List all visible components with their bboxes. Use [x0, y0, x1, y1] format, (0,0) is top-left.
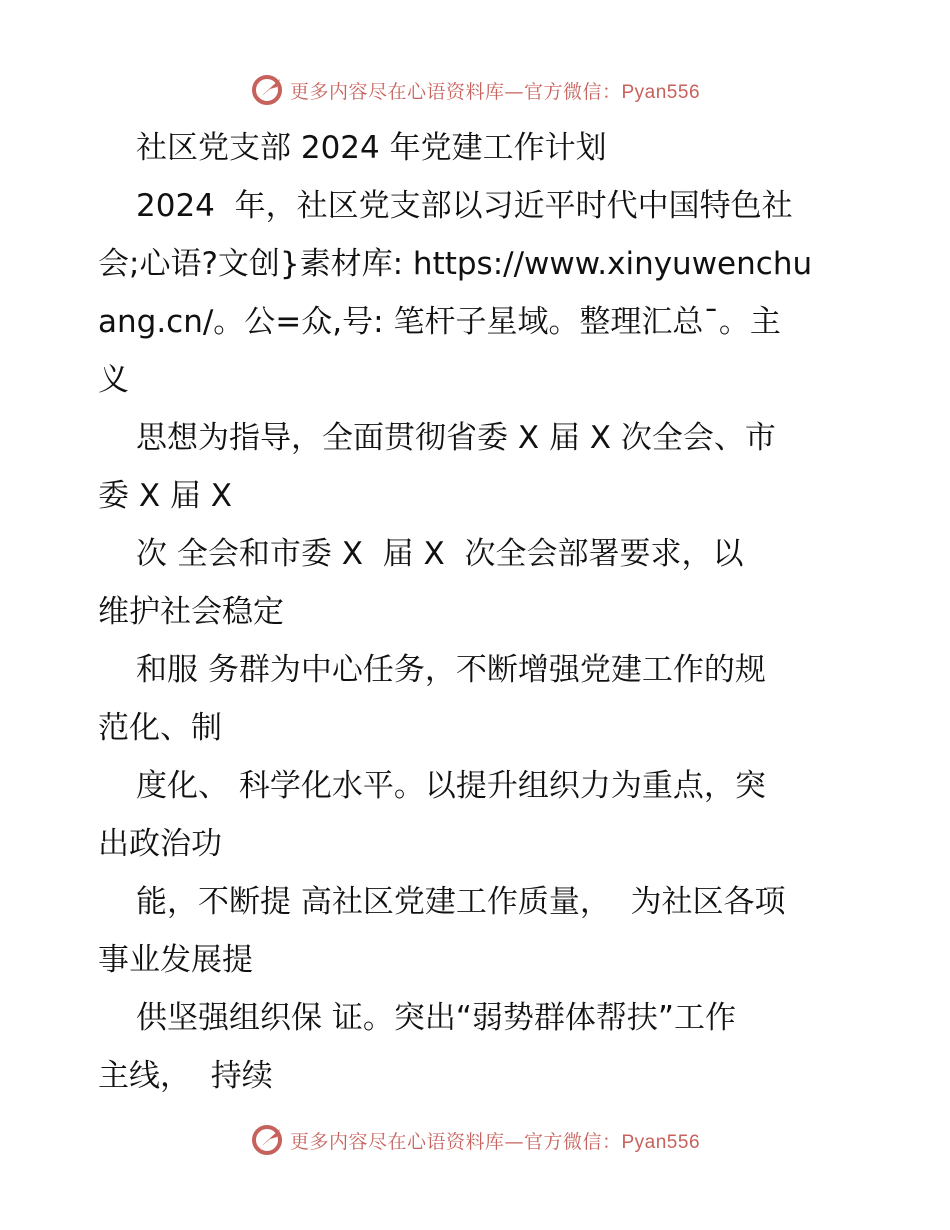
doc-line: 供坚强组织保 证。突出“弱势群体帮扶”工作 [136, 1000, 736, 1036]
doc-line: 主线， 持续 [98, 1058, 273, 1094]
doc-line: 2024 年，社区党支部以习近平时代中国特色社 [136, 188, 793, 224]
doc-line: ang.cn/。公=众,号: 笔杆子星域。整理汇总¯。主 [98, 304, 781, 340]
doc-title: 社区党支部 2024 年党建工作计划 [136, 130, 607, 166]
brand-logo-icon [250, 1123, 284, 1157]
banner-text [290, 1127, 700, 1154]
doc-line: 出政治功 [98, 826, 222, 862]
doc-line: 能，不断提 高社区党建工作质量， 为社区各项 [136, 884, 786, 920]
doc-line: 维护社会稳定 [98, 594, 284, 630]
doc-line: 义 [98, 362, 129, 398]
doc-line: 委 X 届 X [98, 478, 233, 514]
doc-line: 思想为指导，全面贯彻省委 X 届 X 次全会、市 [136, 420, 776, 456]
banner-wechat-id: Pyan556 [621, 81, 701, 103]
doc-line: 范化、制 [98, 710, 222, 746]
doc-line: 会;心语?文创}素材库: https://www.xinyuwenchu [98, 246, 813, 282]
doc-line: 和服 务群为中心任务，不断增强党建工作的规 [136, 652, 766, 688]
doc-line: 度化、 科学化水平。以提升组织力为重点，突 [136, 768, 766, 804]
banner-text-main: 更多内容尽在心语资料库—官方微信： [289, 1130, 622, 1153]
doc-line: 次 全会和市委 X 届 X 次全会部署要求，以 [136, 536, 744, 572]
banner-text-main: 更多内容尽在心语资料库—官方微信： [289, 80, 622, 103]
doc-line: 事业发展提 [98, 942, 253, 978]
footer-banner [0, 1120, 950, 1160]
banner-wechat-id: Pyan556 [621, 1131, 701, 1153]
